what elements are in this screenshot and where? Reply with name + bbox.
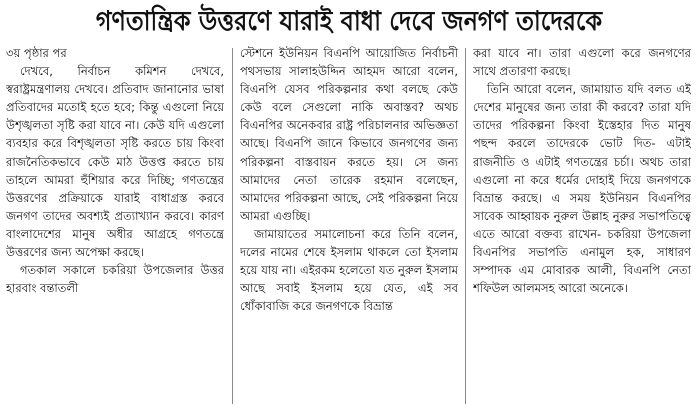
article-column-2 xyxy=(240,44,458,406)
body-paragraph: গতকাল সকালে চকরিয়া উপজেলার উত্তর হারবাং বন্তাতলী xyxy=(6,263,224,296)
article-column-1 xyxy=(6,44,224,406)
body-paragraph: তিনি আরো বলেন, জামায়াত যদি বলত এই দেশের মানুষের জন্য তারা কী করবে? তারা যদি তাদের পরিকল্পনা কিংবা ইস্তেহার দিত মানুষ পছন্দ করলে তাদেরকে ভোট দিত- এটাই রাজনীতি ও এটাই গণতন্ত্রের চর্চা। অথচ তারা এগুলো না করে ধর্মের দোহাই দিয়ে জনগণকে বিভ্রান্ত করছে। এ সময় ইউনিয়ন বিএনপির সাবেক আহ্বায়ক নুরুল উল্লাহ নুরুর সভাপতিত্বে এতে আরো বক্তব্য রাখেন- চকরিয়া উপজেলা বিএনপির সভাপতি এনামুল হক, সাধারণ সম্পাদক এম মোবারক আলী, বিএনপি নেতা শফিউল আলমসহ আরো অনেকে। xyxy=(473,82,691,296)
body-paragraph: স্টেশনে ইউনিয়ন বিএনপি আয়োজিত নির্বাচনী পথসভায় সালাহউদ্দিন আহমদ আরো বলেন, বিএনপি যেসব পরিকল্পনার কথা বলছে কেউ কেউ বলে সেগুলো নাকি অবাস্তব? অথচ বিএনপির অনেকবার রাষ্ট্র পরিচালনার অভিজ্ঞতা আছে। বিএনপি জানে কিভাবে জনগণের জন্য পরিকল্পনা বাস্তবায়ন করতে হয়। সে জন্য আমাদের নেতা তারেক রহমান বলেছেন, আমাদের পরিকল্পনা আছে, সেই পরিকল্পনা নিয়ে আমরা এগুচ্ছি। xyxy=(240,46,458,223)
body-paragraph: দেখবে, নির্বাচন কমিশন দেখবে, স্বরাষ্ট্রমন্ত্রণালয় দেখবে। প্রতিবাদ জানানোর ভাষা প্রতিবাদের মতোই হতে হবে; কিন্তু এগুলো নিয়ে উশৃঙ্খলতা সৃষ্টি করা যাবে না। কেউ যদি এগুলো ব্যবহার করে বিশৃঙ্খলতা সৃষ্টি করতে চায় কিংবা রাজনৈতিকভাবে কেউ মাঠ উত্তপ্ত করতে চায় তাহলে আমরা হুঁশিয়ার করে দিচ্ছি; গণতন্ত্রের উত্তরণের প্রক্রিয়াকে যারাই বাধাগ্রস্ত করবে জনগণ তাদের অবশ্যই প্রত্যাখ্যান করবে। কারণ বাংলাদেশের মানুষ অধীর আগ্রহে গণতন্ত্রে উত্তরণের জন্য অপেক্ষা করছে। xyxy=(6,64,224,260)
article-headline: গণতান্ত্রিক উত্তরণে যারাই বাধা দেবে জনগণ তাদেরকে xyxy=(95,6,603,37)
column-divider-2 xyxy=(465,48,466,404)
column-divider-1 xyxy=(232,48,233,404)
body-paragraph: করা যাবে না। তারা এগুলো করে জনগণের সাথে প্রতারণা করছে। xyxy=(473,46,691,79)
article-column-3 xyxy=(473,44,691,406)
continuation-note: ৩য় পৃষ্ঠার পর xyxy=(6,46,67,60)
body-paragraph: জামায়াতের সমালোচনা করে তিনি বলেন, দলের নামের শেষে ইসলাম থাকলে তো ইসলাম হয়ে যায় না। এইরকম হলেতো যত নুরুল ইসলাম আছে সবাই ইসলাম হয়ে যেত, এই সব ধোঁকাবাজি করে জনগণকে বিভ্রান্ত xyxy=(240,226,458,314)
